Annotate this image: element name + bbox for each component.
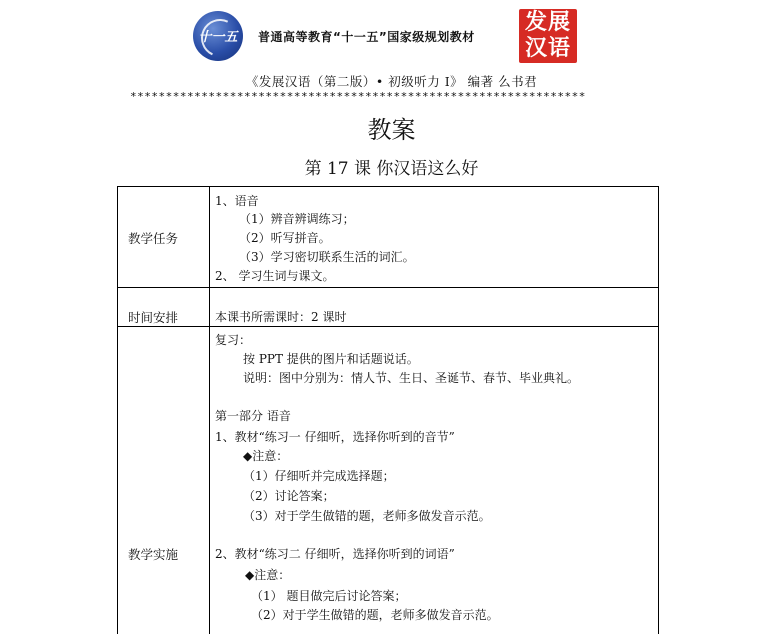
book-citation: 《发展汉语（第二版）• 初级听力 I》 编著 么书君 xyxy=(245,74,538,89)
task-line: （2）听写拼音。 xyxy=(239,231,331,245)
separator: **************************************************************** xyxy=(130,90,586,103)
impl-line: （1） 题目做完后讨论答案； xyxy=(251,589,407,603)
table-border-top xyxy=(117,186,659,187)
lesson-title: 第 17 课 你汉语这么好 xyxy=(304,159,479,179)
table-row-divider xyxy=(117,287,659,288)
task-line: （3）学习密切联系生活的词汇。 xyxy=(239,250,415,264)
page-title: 教案 xyxy=(367,116,416,144)
brand-line-2: 汉语 xyxy=(524,36,571,61)
impl-line: 第一部分 语音 xyxy=(215,409,291,423)
impl-line: ◆注意： xyxy=(243,449,289,463)
series-logo xyxy=(193,11,243,61)
row-label-implementation: 教学实施 xyxy=(128,547,179,562)
impl-line: 2、教材“练习二 仔细听，选择你听到的词语” xyxy=(215,547,455,561)
task-line: 1、语音 xyxy=(215,194,259,208)
row-label-tasks: 教学任务 xyxy=(128,231,179,246)
impl-line: 说明：图中分别为：情人节、生日、圣诞节、春节、毕业典礼。 xyxy=(243,371,580,385)
table-border-left xyxy=(117,186,118,634)
impl-line: （2）对于学生做错的题，老师多做发音示范。 xyxy=(251,608,499,622)
impl-line: 按 PPT 提供的图片和话题说话。 xyxy=(243,352,419,366)
table-border-right xyxy=(658,186,659,634)
brand-line-1: 发展 xyxy=(524,10,571,35)
impl-line: （3）对于学生做错的题，老师多做发音示范。 xyxy=(243,509,491,523)
impl-line: ◆注意： xyxy=(245,568,291,582)
task-line: 2、 学习生词与课文。 xyxy=(215,269,335,283)
series-title: 普通高等教育“十一五”国家级规划教材 xyxy=(258,30,475,44)
schedule-line: 本课书所需课时：2 课时 xyxy=(215,310,347,324)
task-line: （1）辨音辨调练习； xyxy=(239,212,355,226)
impl-line: 复习： xyxy=(215,333,252,347)
row-label-schedule: 时间安排 xyxy=(128,310,179,325)
brand-logo xyxy=(519,9,577,63)
impl-line: （2）讨论答案； xyxy=(243,489,335,503)
logo-mark: 十一五 xyxy=(198,30,238,45)
table-column-divider xyxy=(209,186,210,634)
impl-line: 1、教材“练习一 仔细听，选择你听到的音节” xyxy=(215,430,455,444)
table-row-divider xyxy=(117,326,659,327)
impl-line: （1）仔细听并完成选择题； xyxy=(243,469,395,483)
